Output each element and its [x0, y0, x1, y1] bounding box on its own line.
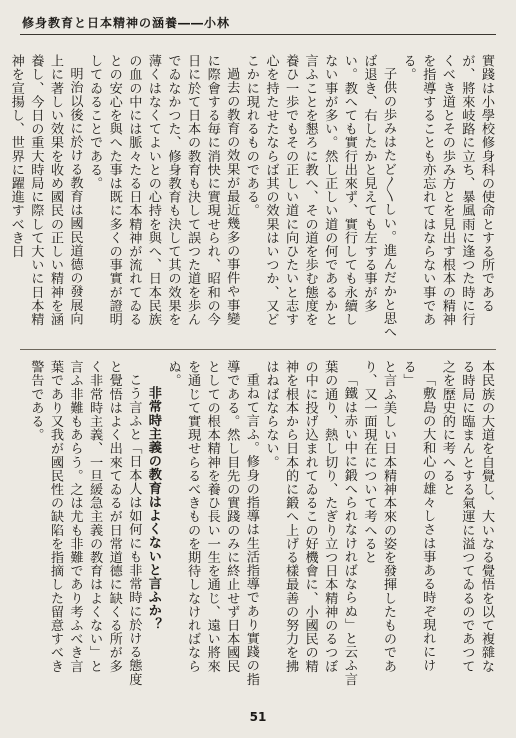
paragraph: 過去の教育の效果が最近幾多の事件や事變に際會する毎に消快に實現せられ、昭和の今日に於て日本の教育も決して誤つた道を歩んでゐなかつた、修身教育も決して其の效果を薄くはなくてよいとの心持を與へ、日本民族の血の中には脈々たる日本精神が流れてゐるとの安心を與へた事は既に多くの事實が證明してゐることである。 [87, 54, 240, 326]
quotation: 「敷島の大和心の雄々しさは事ある時ぞ現れにける」 [400, 360, 436, 673]
section-divider [20, 349, 496, 350]
paragraph: 明治以後に於ける教育は國民道德の發展向上に著しい效果を收め國民の正しい精神を涵養し、今日の重大時局に際して大いに日本精神を宣揚し、世界に躍進すべき日 [8, 54, 83, 326]
paragraph: 子供の歩みはたど〳〵しい。進んだかと思へば退き、右したかと見えても左する事が多い。教へても實行出來ず、實行しても永續しない事が多い。然し正しい道の何であるかと言ふことを懇ろに教へ、その道を歩む態度を養ひ一歩でもその正しい道に向ひたいと志す心を持たせたならば其の效果はいつか、又どこかに現れるものである。 [243, 54, 397, 339]
paragraph: と言ふ美しい日本精神本來の姿を發揮したものであり、又一面現在について考へると [361, 360, 397, 673]
paragraph: 本民族の大道を自覺し、大いなる覺悟を以て複雜なる時局に臨まんとする氣運に溢つてゐるのであつて之を歷史的に考へると [439, 360, 494, 673]
header-divider [20, 34, 496, 35]
paragraph: こう言ふと「日本人は如何にも非常時に於ける態度と覺悟はよく出來てゐるが日常道德に缺くる所が多く非常時主義、一旦緩急主義の教育はよくない」と言ふ非難もあらう。之は尤も非難であり考ふべき言葉であり又我が國民性の缺陷を指摘した留意すべき警告である。 [28, 360, 142, 686]
running-header: 修身教育と日本精神の涵養――小林 [22, 16, 231, 30]
upper-text-block [8, 54, 496, 339]
page-number: 51 [249, 710, 267, 724]
lower-text-block [20, 360, 496, 686]
quotation-paragraph: 「鐵は赤い中に鍛へられなければならぬ」と云ふ言葉の通り、熱し切り、たぎり立つ日本精神のるつぼの中に投げ込まれてゐるこの好機會に、小國民の精神を根本から日本的に鍛へ上げる樣最善の努力を拂はねばならない。 [263, 360, 357, 686]
paragraph: 重ねて言ふ。修身の指導は生活指導であり實踐の指導である。然し目先の實踐のみに終止せず日本國民としての根本精神を養ひ長い一生を通じ、遠い將來を通じて實現せらるべきものを期待しなければならぬ。 [165, 360, 259, 686]
section-heading: 非常時主義の教育はよくないと言ふか？ [145, 386, 161, 632]
paragraph: 實踐は小學校修身科の使命とする所であるが、將來岐路に立ち、暴風雨に逢つた時に行くべき道とその歩み方とを見出す根本の精神を指導することも亦忘れてはならない事である。 [400, 54, 494, 326]
